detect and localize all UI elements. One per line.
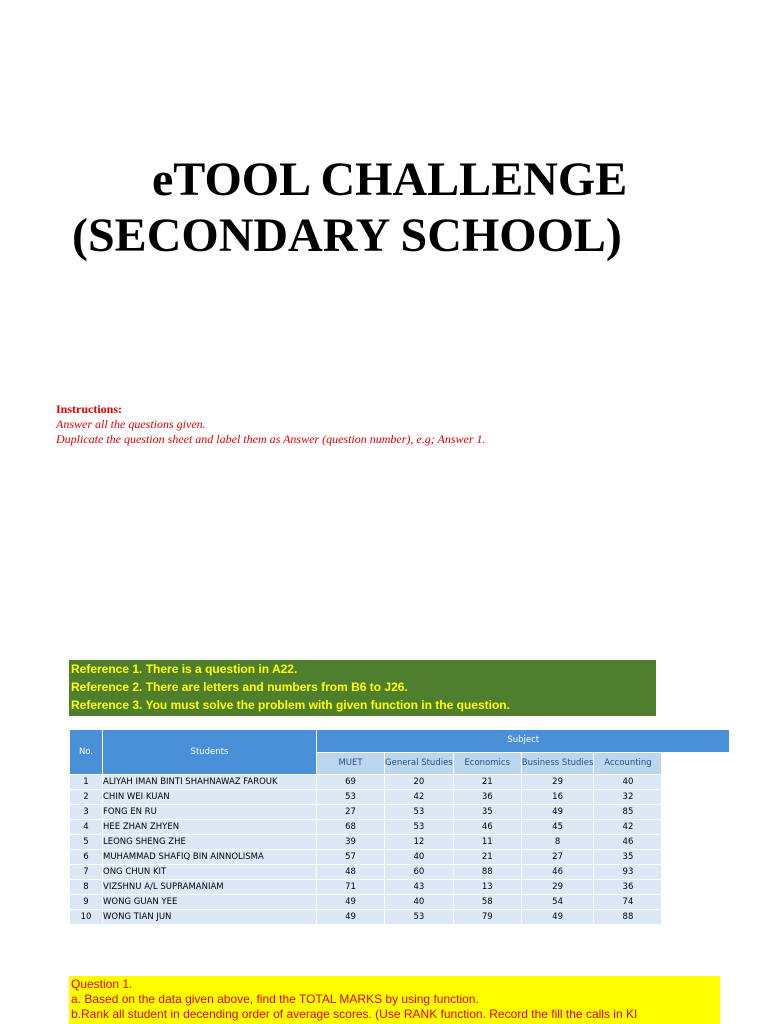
page-title-line-2: (SECONDARY SCHOOL)	[72, 209, 622, 262]
table-row	[70, 805, 730, 820]
instructions-line-2: Duplicate the question sheet and label them as Answer (question number), e.g; Answer 1.	[56, 432, 486, 446]
table-row	[70, 850, 730, 865]
score-cell: 93	[594, 865, 662, 880]
page-title-line-1: eTOOL CHALLENGE	[152, 153, 628, 206]
empty-cell	[662, 835, 730, 850]
header-subject-business-studies: Business Studies	[521, 752, 594, 775]
row-number: 8	[70, 880, 103, 895]
score-cell: 46	[453, 820, 521, 835]
row-number: 1	[70, 775, 103, 790]
row-number: 2	[70, 790, 103, 805]
row-number: 3	[70, 805, 103, 820]
row-number: 10	[70, 910, 103, 925]
score-cell: 69	[317, 775, 385, 790]
student-name: WONG GUAN YEE	[103, 895, 317, 910]
score-cell: 39	[317, 835, 385, 850]
score-cell: 42	[594, 820, 662, 835]
score-cell: 49	[317, 895, 385, 910]
empty-cell	[662, 775, 730, 790]
score-cell: 27	[521, 850, 594, 865]
empty-cell	[662, 895, 730, 910]
reference-box	[69, 660, 656, 716]
row-number: 9	[70, 895, 103, 910]
empty-cell	[662, 805, 730, 820]
score-cell: 21	[453, 775, 521, 790]
instructions-block	[56, 402, 486, 447]
table-row	[70, 895, 730, 910]
row-number: 7	[70, 865, 103, 880]
score-cell: 79	[453, 910, 521, 925]
empty-cell	[662, 790, 730, 805]
score-cell: 35	[594, 850, 662, 865]
score-cell: 46	[521, 865, 594, 880]
score-cell: 21	[453, 850, 521, 865]
score-cell: 40	[385, 850, 454, 865]
empty-cell	[662, 910, 730, 925]
score-cell: 88	[594, 910, 662, 925]
score-cell: 53	[317, 790, 385, 805]
question-line-a: a. Based on the data given above, find the TOTAL MARKS by using function.	[71, 992, 479, 1006]
score-cell: 49	[521, 910, 594, 925]
score-cell: 49	[317, 910, 385, 925]
row-number: 4	[70, 820, 103, 835]
table-row	[70, 790, 730, 805]
score-cell: 29	[521, 880, 594, 895]
score-cell: 8	[521, 835, 594, 850]
student-name: VIZSHNU A/L SUPRAMANIAM	[103, 880, 317, 895]
score-cell: 53	[385, 820, 454, 835]
header-no: No.	[70, 730, 103, 775]
student-name: CHIN WEI KUAN	[103, 790, 317, 805]
table-row	[70, 910, 730, 925]
score-cell: 36	[453, 790, 521, 805]
table-row	[70, 865, 730, 880]
student-name: FONG EN RU	[103, 805, 317, 820]
header-subject-muet: MUET	[317, 752, 385, 775]
reference-line-2: Reference 2. There are letters and numbers from B6 to J26.	[71, 680, 408, 694]
score-cell: 40	[385, 895, 454, 910]
reference-line-3: Reference 3. You must solve the problem with given function in the question.	[71, 698, 510, 712]
student-name: LEONG SHENG ZHE	[103, 835, 317, 850]
score-cell: 85	[594, 805, 662, 820]
header-subject-empty	[662, 752, 730, 775]
score-cell: 40	[594, 775, 662, 790]
score-cell: 88	[453, 865, 521, 880]
question-line-b: b.Rank all student in decending order of average scores. (Use RANK function. Record the fill the calls in KI	[71, 1007, 638, 1021]
score-cell: 29	[521, 775, 594, 790]
student-name: WONG TIAN JUN	[103, 910, 317, 925]
score-cell: 53	[385, 910, 454, 925]
score-cell: 49	[521, 805, 594, 820]
student-name: HEE ZHAN ZHYEN	[103, 820, 317, 835]
table-row	[70, 835, 730, 850]
score-cell: 13	[453, 880, 521, 895]
row-number: 5	[70, 835, 103, 850]
score-cell: 53	[385, 805, 454, 820]
question-box	[69, 976, 720, 1024]
score-cell: 32	[594, 790, 662, 805]
score-cell: 20	[385, 775, 454, 790]
score-cell: 36	[594, 880, 662, 895]
header-subject: Subject	[317, 730, 730, 753]
score-cell: 16	[521, 790, 594, 805]
score-cell: 11	[453, 835, 521, 850]
empty-cell	[662, 880, 730, 895]
empty-cell	[662, 820, 730, 835]
score-cell: 74	[594, 895, 662, 910]
score-cell: 45	[521, 820, 594, 835]
table-row	[70, 820, 730, 835]
score-cell: 12	[385, 835, 454, 850]
question-heading: Question 1.	[71, 977, 133, 991]
instructions-heading: Instructions:	[56, 402, 123, 416]
score-cell: 46	[594, 835, 662, 850]
student-name: ALIYAH IMAN BINTI SHAHNAWAZ FAROUK	[103, 775, 317, 790]
score-cell: 60	[385, 865, 454, 880]
reference-line-1: Reference 1. There is a question in A22.	[71, 662, 298, 676]
score-cell: 27	[317, 805, 385, 820]
header-students: Students	[103, 730, 317, 775]
empty-cell	[662, 850, 730, 865]
score-cell: 58	[453, 895, 521, 910]
student-name: MUHAMMAD SHAFIQ BIN AINNOLISMA	[103, 850, 317, 865]
score-cell: 71	[317, 880, 385, 895]
score-cell: 35	[453, 805, 521, 820]
score-cell: 68	[317, 820, 385, 835]
instructions-line-1: Answer all the questions given.	[56, 417, 206, 431]
score-cell: 43	[385, 880, 454, 895]
score-cell: 54	[521, 895, 594, 910]
score-cell: 42	[385, 790, 454, 805]
empty-cell	[662, 865, 730, 880]
header-subject-general-studies: General Studies	[385, 752, 454, 775]
table-row	[70, 880, 730, 895]
header-subject-economics: Economics	[453, 752, 521, 775]
table-row	[70, 775, 730, 790]
row-number: 6	[70, 850, 103, 865]
score-cell: 57	[317, 850, 385, 865]
header-subject-accounting: Accounting	[594, 752, 662, 775]
student-name: ONG CHUN KIT	[103, 865, 317, 880]
student-scores-table	[69, 729, 730, 925]
score-cell: 48	[317, 865, 385, 880]
